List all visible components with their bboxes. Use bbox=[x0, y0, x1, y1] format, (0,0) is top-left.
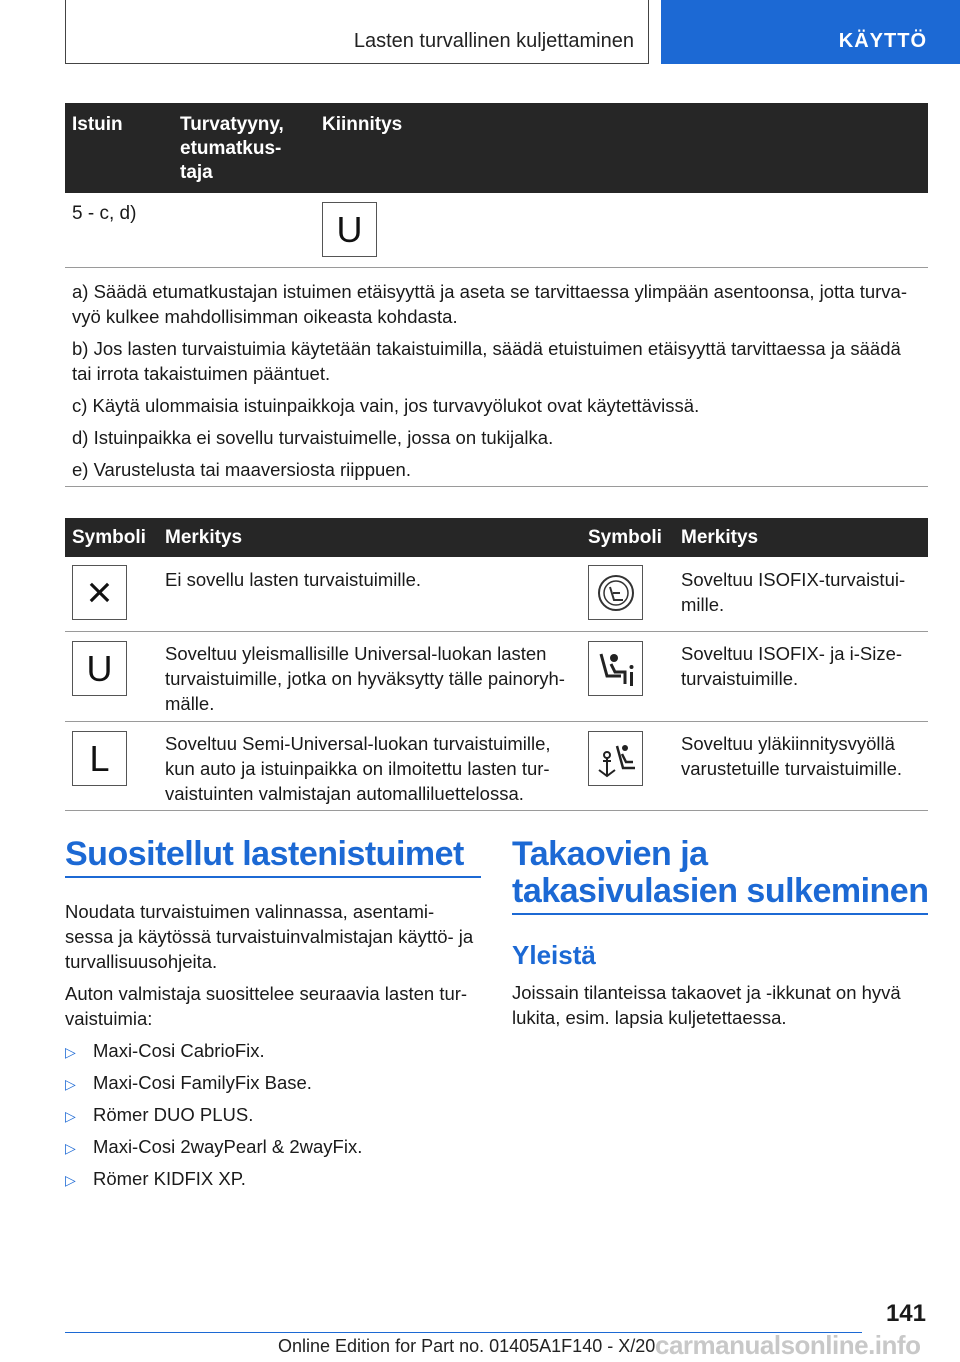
footnote-a: a) Säädä etumatkustajan istuimen etäisyyttä ja aseta se tarvittaessa ylimpään asentoonsa, jotta turva-vyö kulkee mahdollisimman oikeasta kohdasta. bbox=[72, 281, 908, 327]
not-suitable-icon: × bbox=[72, 565, 127, 620]
list-item: ▷ Römer DUO PLUS. bbox=[65, 1104, 254, 1125]
semi-universal-icon: L bbox=[72, 731, 127, 786]
watermark: carmanualsonline.info bbox=[655, 1330, 921, 1360]
header-chapter-label: KÄYTTÖ bbox=[838, 30, 927, 52]
footnote-d: d) Istuinpaikka ei sovellu turvaistuimelle, jossa on tukijalka. bbox=[72, 427, 554, 448]
triangle-bullet-icon: ▷ bbox=[65, 1140, 76, 1156]
footnote-e: e) Varustelusta tai maaversiosta riippuen. bbox=[72, 459, 411, 480]
header-symboli-1: Symboli bbox=[72, 527, 146, 548]
footnotes-divider bbox=[65, 486, 928, 487]
right-paragraph-1: Joissain tilanteissa takaovet ja -ikkunat on hyvä lukita, esim. lapsia kuljetettaessa. bbox=[512, 982, 901, 1028]
left-paragraph-2: Auton valmistaja suosittelee seuraavia lasten tur-vaistuimia: bbox=[65, 983, 468, 1029]
seat-position: 5 - c, d) bbox=[72, 203, 137, 224]
symbol-meaning-universal: Soveltuu yleismallisille Universal-luokan lasten turvaistuimille, jotka on hyväksytty tälle painoryh-mälle. bbox=[165, 643, 565, 714]
triangle-bullet-icon: ▷ bbox=[65, 1172, 76, 1188]
header-merkitys-2: Merkitys bbox=[681, 527, 759, 548]
header-section-box bbox=[65, 0, 649, 64]
footnote-c: c) Käytä ulommaisia istuinpaikkoja vain, jos turvavyölukot ovat käytettävissä. bbox=[72, 395, 700, 416]
left-paragraph-1: Noudata turvaistuimen valinnassa, asentami-sessa ja käytössä turvaistuinvalmistajan käyttö- ja turvallisuusohjeita. bbox=[65, 901, 474, 972]
i-size-icon bbox=[588, 641, 643, 696]
row-divider-3 bbox=[65, 810, 928, 811]
top-tether-icon bbox=[588, 731, 643, 786]
symbol-table-header bbox=[65, 518, 928, 557]
header-kiinnitys: Kiinnitys bbox=[322, 114, 403, 135]
universal-glyph: U bbox=[336, 208, 363, 250]
left-title-rule bbox=[65, 876, 481, 878]
header-symboli-2: Symboli bbox=[588, 527, 662, 548]
universal-icon: U bbox=[72, 641, 127, 696]
header-airbag: Turvatyyny, etumatkus-taja bbox=[180, 114, 284, 183]
header-chapter-tab bbox=[661, 0, 960, 64]
row-divider-1 bbox=[65, 631, 928, 632]
right-section-subtitle: Yleistä bbox=[512, 940, 596, 970]
header-istuin: Istuin bbox=[72, 114, 123, 135]
right-section-title: Takaovien ja takasivulasien sulkeminen bbox=[512, 835, 929, 910]
universal-symbol bbox=[322, 202, 377, 257]
symbol-meaning-semi-universal: Soveltuu Semi-Universal-luokan turvaistuimille, kun auto ja istuinpaikka on ilmoitettu lasten tur-vaistuinten valmistajan automalliluettelossa. bbox=[165, 733, 551, 804]
list-item: ▷ Maxi-Cosi 2wayPearl & 2wayFix. bbox=[65, 1136, 363, 1157]
header-section-title: Lasten turvallinen kuljettaminen bbox=[353, 30, 634, 52]
header-merkitys-1: Merkitys bbox=[165, 527, 243, 548]
triangle-bullet-icon: ▷ bbox=[65, 1044, 76, 1060]
footer-edition: Online Edition for Part no. 01405A1F140 - X/20 bbox=[278, 1336, 656, 1356]
seat-table-row bbox=[65, 193, 928, 268]
symbol-meaning-not-suitable: Ei sovellu lasten turvaistuimille. bbox=[165, 569, 422, 590]
isofix-icon bbox=[588, 565, 643, 620]
triangle-bullet-icon: ▷ bbox=[65, 1076, 76, 1092]
symbol-meaning-isofix: Soveltuu ISOFIX-turvaistui-mille. bbox=[681, 569, 906, 615]
table-footnotes bbox=[72, 279, 922, 489]
list-item: ▷ Maxi-Cosi FamilyFix Base. bbox=[65, 1072, 312, 1093]
seat-table-header bbox=[65, 103, 928, 193]
left-section-title: Suositellut lastenistuimet bbox=[65, 835, 464, 873]
footnote-b: b) Jos lasten turvaistuimia käytetään takaistuimilla, säädä etuistuimen etäisyyttä tarvittaessa ja säädä tai irrota takaistuimen pääntuet. bbox=[72, 338, 901, 384]
symbol-meaning-top-tether: Soveltuu yläkiinnitysvyöllä varustetuille turvaistuimille. bbox=[681, 733, 903, 779]
right-title-rule bbox=[512, 913, 928, 915]
row-divider-2 bbox=[65, 721, 928, 722]
list-item: ▷ Römer KIDFIX XP. bbox=[65, 1168, 246, 1189]
triangle-bullet-icon: ▷ bbox=[65, 1108, 76, 1124]
list-item: ▷ Maxi-Cosi CabrioFix. bbox=[65, 1040, 265, 1061]
symbol-meaning-i-size: Soveltuu ISOFIX- ja i-Size-turvaistuimille. bbox=[681, 643, 903, 689]
page-number: 141 bbox=[885, 1300, 926, 1327]
